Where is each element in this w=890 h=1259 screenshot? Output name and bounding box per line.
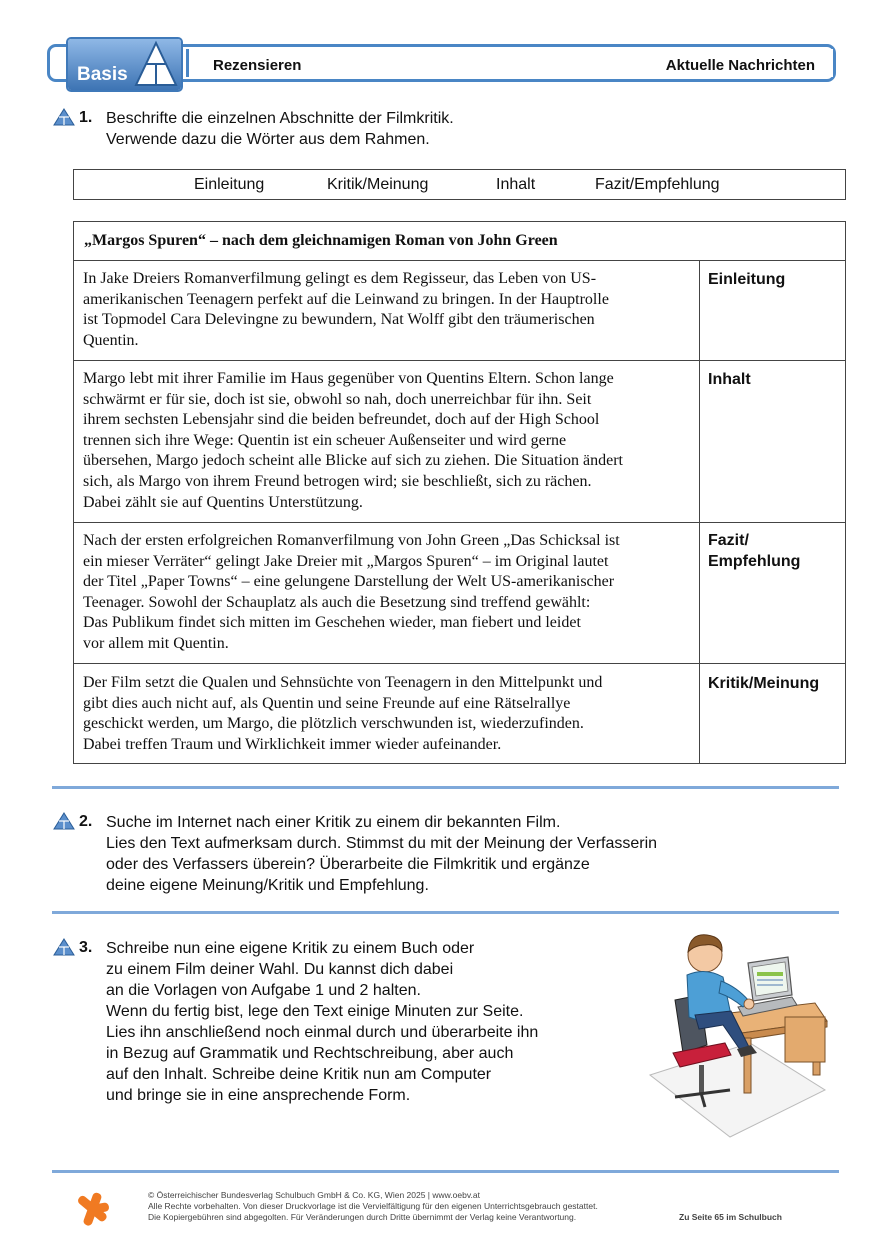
task-2-line: Suche im Internet nach einer Kritik zu einem dir bekannten Film.	[106, 814, 561, 831]
section-label-line: Empfehlung	[708, 553, 801, 570]
review-line: Teenager. Sowohl der Schauplatz als auch die Besetzung sind treffend gewählt:	[83, 593, 591, 611]
review-line: der Titel „Paper Towns“ – eine gelungene Darstellung der Welt US-amerikanischer	[83, 573, 615, 591]
review-paragraph-4	[83, 673, 695, 755]
section-label-1	[708, 269, 785, 290]
review-line: gibt dies auch nicht auf, als Quentin und seine Freunde auf eine Rätselrallye	[83, 694, 571, 712]
review-line: Der Film setzt die Qualen und Sehnsüchte von Teenagern in den Mittelpunkt und	[83, 674, 603, 691]
review-line: amerikanischen Teenagern perfekt auf die Leinwand zu bringen. In der Hauptrolle	[83, 290, 609, 308]
task-1-line: Beschrifte die einzelnen Abschnitte der Filmkritik.	[106, 110, 454, 127]
basis-badge	[66, 37, 183, 92]
word-einleitung: Einleitung	[194, 176, 265, 193]
task-3-number: 3.	[79, 939, 93, 956]
footer-page-reference: Zu Seite 65 im Schulbuch	[679, 1212, 782, 1222]
section-label-line: Fazit/	[708, 532, 749, 549]
review-line: geschickt werden, um Margo, die plötzlich verschwunden ist, wiederzufinden.	[83, 715, 584, 733]
task-3-line: zu einem Film deiner Wahl. Du kannst dich dabei	[106, 961, 454, 978]
review-paragraph-3	[83, 531, 695, 655]
section-label-line: Inhalt	[708, 371, 751, 388]
review-paragraph-2	[83, 369, 695, 513]
word-box	[73, 169, 846, 200]
task-3-line: an die Vorlagen von Aufgabe 1 und 2 halten.	[106, 982, 421, 999]
task-3-text	[106, 938, 538, 1106]
review-line: ein mieser Verräter“ gelingt Jake Dreier mit „Margos Spuren“ – im Original lautet	[83, 552, 609, 570]
footer-separator	[52, 1170, 839, 1173]
review-line: vor allem mit Quentin.	[83, 634, 229, 652]
table-divider	[74, 260, 845, 261]
task-3-line: Lies ihn anschließend noch einmal durch und überarbeite ihn	[106, 1024, 539, 1041]
task-3-line: Schreibe nun eine eigene Kritik zu einem Buch oder	[106, 940, 475, 957]
section-label-line: Einleitung	[708, 271, 786, 288]
word-inhalt: Inhalt	[496, 176, 536, 193]
footer-line: Alle Rechte vorbehalten. Von dieser Druckvorlage ist die Vervielfältigung für den eigenen Unterrichtsgebrauch gestattet.	[148, 1200, 598, 1211]
review-line: Margo lebt mit ihrer Familie im Haus gegenüber von Quentins Eltern. Schon lange	[83, 370, 614, 387]
header-left-title: Rezensieren	[213, 57, 302, 74]
review-line: Nach der ersten erfolgreichen Romanverfilmung von John Green „Das Schicksal ist	[83, 532, 620, 549]
section-label-3	[708, 530, 800, 572]
review-line: Dabei zählt sie auf Quentins Unterstützung.	[83, 493, 363, 511]
review-title: „Margos Spuren“ – nach dem gleichnamigen Roman von John Green	[84, 232, 558, 249]
review-line: ist Topmodel Cara Delevingne zu bewundern, Nat Wolff gibt den träumerischen	[83, 311, 595, 329]
review-line: Das Publikum findet sich mitten im Geschehen wieder, man fiebert und leidet	[83, 614, 581, 632]
boy-at-computer-illustration	[645, 925, 835, 1140]
section-separator	[52, 911, 839, 914]
table-divider	[74, 663, 845, 664]
review-paragraph-1	[83, 269, 695, 351]
task-1-text	[106, 108, 454, 150]
review-line: ihrem sechsten Lebensjahr sind die beiden befreundet, doch auf der High School	[83, 411, 600, 429]
pyramid-level-icon	[53, 108, 75, 126]
section-label-2	[708, 369, 751, 390]
review-line: sich, als Margo von ihrem Freund betrogen wird; sie beschließt, sich zu rächen.	[83, 472, 592, 490]
review-line: Dabei treffen Traum und Wirklichkeit immer wieder aufeinander.	[83, 735, 502, 753]
pyramid-level-icon	[53, 938, 75, 956]
task-2-line: deine eigene Meinung/Kritik und Empfehlung.	[106, 877, 429, 894]
footer-line: © Österreichischer Bundesverlag Schulbuch GmbH & Co. KG, Wien 2025 | www.oebv.at	[148, 1190, 480, 1200]
task-1-line: Verwende dazu die Wörter aus dem Rahmen.	[106, 131, 430, 148]
table-divider	[74, 522, 845, 523]
publisher-logo-icon	[73, 1190, 111, 1228]
review-line: Quentin.	[83, 331, 139, 349]
section-label-line: Kritik/Meinung	[708, 675, 820, 692]
task-2-number: 2.	[79, 813, 93, 830]
task-3-line: Wenn du fertig bist, lege den Text einige Minuten zur Seite.	[106, 1003, 524, 1020]
task-2-text	[106, 812, 657, 896]
table-divider	[74, 360, 845, 361]
task-3-line: in Bezug auf Grammatik und Rechtschreibung, aber auch	[106, 1045, 514, 1062]
task-1-number: 1.	[79, 109, 93, 126]
pyramid-level-icon	[53, 812, 75, 830]
section-separator	[52, 786, 839, 789]
table-column-divider	[699, 260, 700, 763]
review-line: schwärmt er für sie, doch ist sie, obwohl so nah, doch unerreichbar für ihn. Seit	[83, 390, 592, 408]
section-label-4	[708, 673, 819, 694]
header-right-title: Aktuelle Nachrichten	[665, 57, 815, 74]
review-line: In Jake Dreiers Romanverfilmung gelingt es dem Regisseur, das Leben von US-	[83, 270, 597, 287]
review-line: übersehen, Margo jedoch scheint alle Blicke auf sich zu ziehen. Die Situation ändert	[83, 452, 623, 470]
task-2-line: oder des Verfassers überein? Überarbeite die Filmkritik und ergänze	[106, 856, 590, 873]
footer-line: Die Kopiergebühren sind abgegolten. Für Veränderungen durch Dritte übernimmt der Verlag keine Verantwortung.	[148, 1211, 577, 1222]
badge-label: Basis	[77, 64, 128, 85]
task-2-line: Lies den Text aufmerksam durch. Stimmst du mit der Meinung der Verfasserin	[106, 835, 658, 852]
word-kritik-meinung: Kritik/Meinung	[327, 176, 429, 193]
task-3-line: und bringe sie in eine ansprechende Form.	[106, 1087, 411, 1104]
review-line: trennen sich ihre Wege: Quentin ist ein scheuer Außenseiter und wird gerne	[83, 431, 567, 449]
task-3-line: auf den Inhalt. Schreibe deine Kritik nun am Computer	[106, 1066, 492, 1083]
footer-legal-text	[148, 1190, 598, 1222]
word-fazit-empfehlung: Fazit/Empfehlung	[595, 176, 720, 193]
